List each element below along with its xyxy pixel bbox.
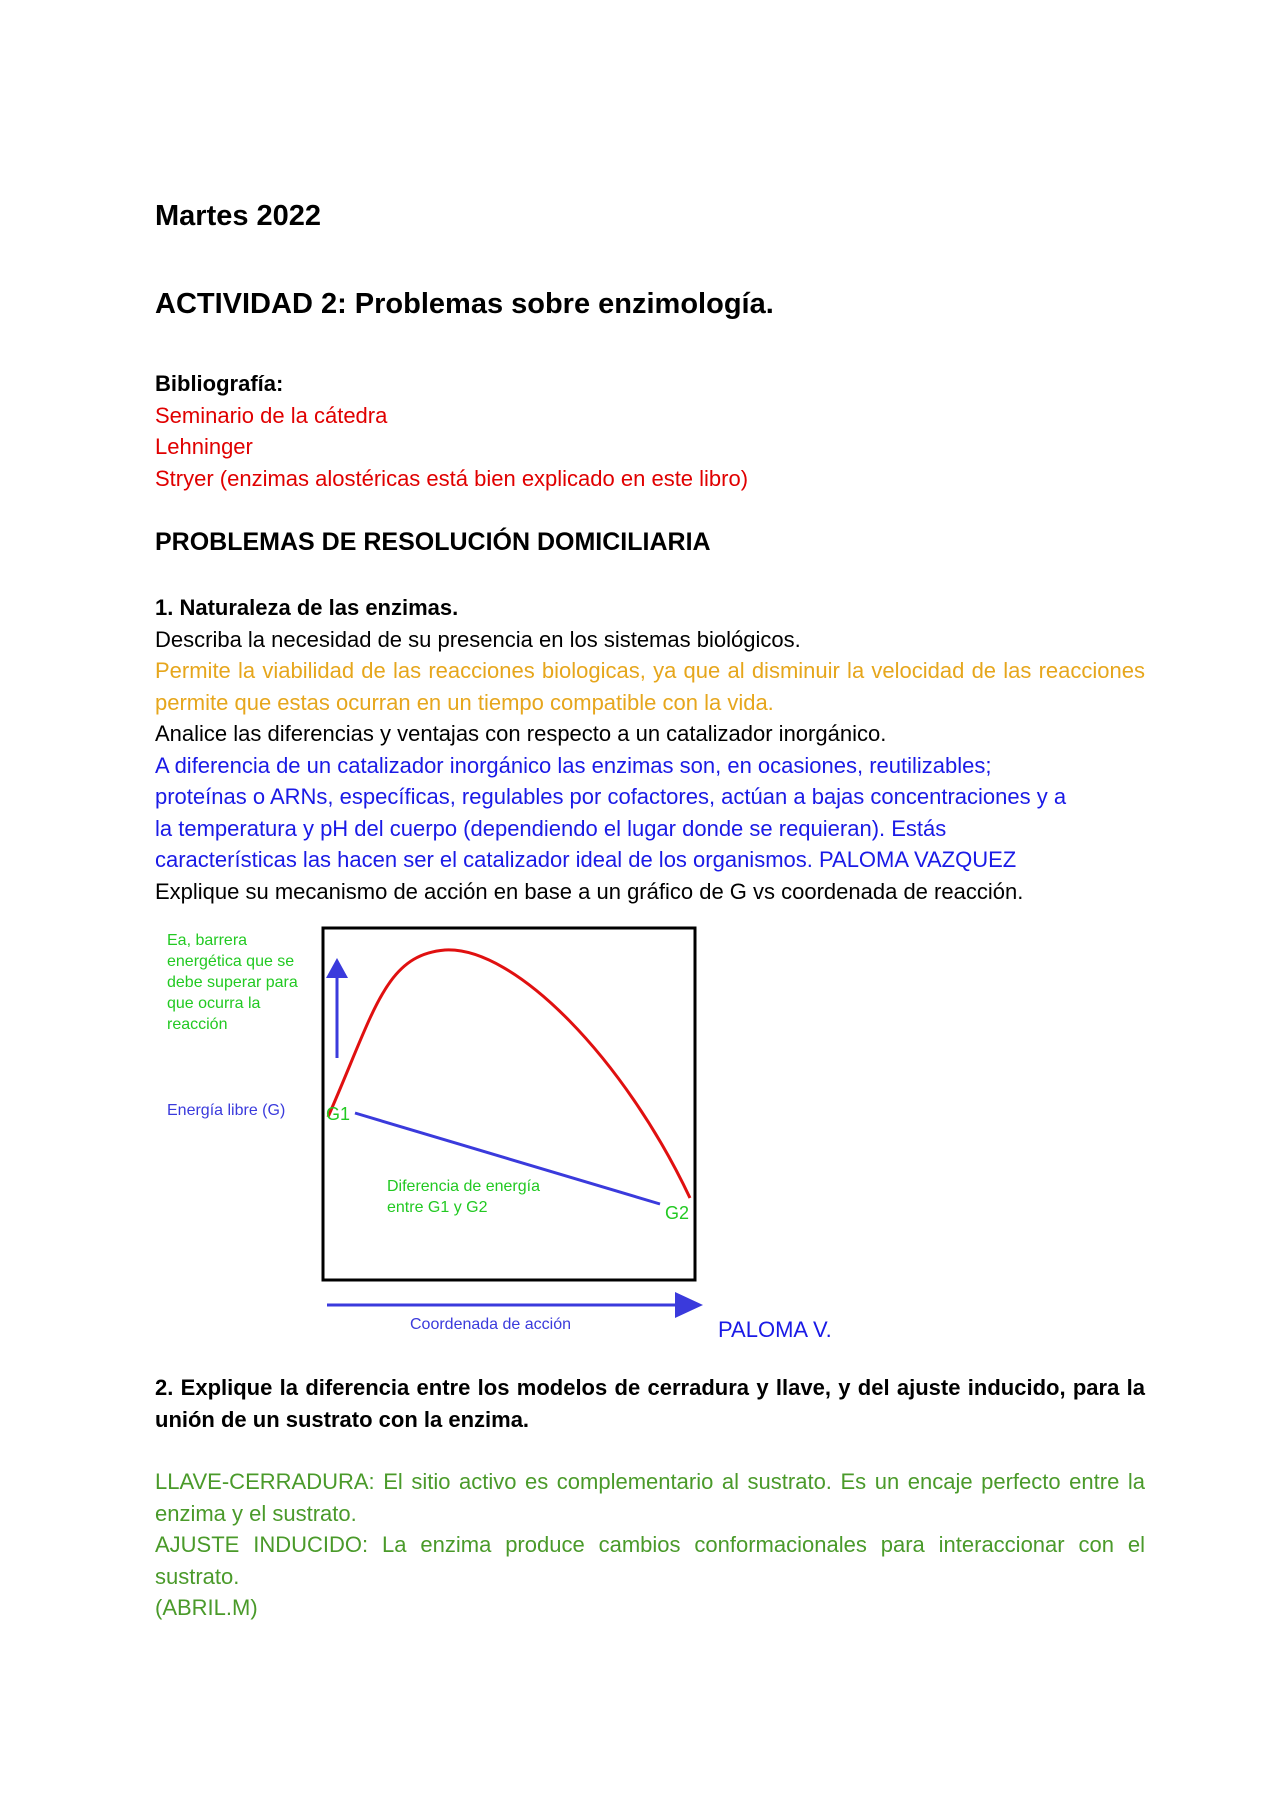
section-title: PROBLEMAS DE RESOLUCIÓN DOMICILIARIA (155, 528, 711, 556)
problem-1-title: 1. Naturaleza de las enzimas. (155, 595, 459, 620)
question-text: Describa la necesidad de su presencia en los sistemas biológicos. (155, 626, 801, 652)
question-text: Analice las diferencias y ventajas con respecto a un catalizador inorgánico. (155, 721, 887, 746)
bibliography-item: Seminario de la cátedra (155, 402, 388, 428)
difference-label: Diferencia de energía entre G1 y G2 (387, 1178, 540, 1216)
answer-text: LLAVE-CERRADURA: El sitio activo es complementario al sustrato. Es un encaje perfecto entre la enzima y el sustrato. (155, 1469, 1145, 1526)
bibliography-item: Lehninger (155, 434, 253, 459)
g2-label: G2 (665, 1203, 690, 1223)
answer-line: proteínas o ARNs, específicas, regulables por cofactores, actúan a bajas concentraciones y a (155, 784, 1067, 809)
right-arrow-icon (675, 1292, 703, 1318)
answer-text: AJUSTE INDUCIDO: La enzima produce cambios conformacionales para interaccionar con el sustrato. (155, 1532, 1145, 1589)
figure-author: PALOMA V. (718, 1317, 832, 1342)
bibliography-label: Bibliografía: (155, 371, 284, 396)
axis-label: Coordenada de acción (410, 1316, 572, 1333)
bibliography (155, 368, 1145, 494)
answer-line: características las hacen ser el catalizador ideal de los organismos. PALOMA VAZQUEZ (155, 847, 1017, 872)
answer-author: (ABRIL.M) (155, 1595, 258, 1620)
energy-label: Energía libre (G) (167, 1102, 286, 1119)
ea-label: Ea, barrera energética que se debe superar para que ocurra la reacción (167, 932, 298, 1033)
activity-title: ACTIVIDAD 2: Problemas sobre enzimología. (155, 288, 774, 320)
answer-line: la temperatura y pH del cuerpo (dependiendo el lugar donde se requieran). Estás (155, 815, 947, 841)
answer-text: Permite la viabilidad de las reacciones biologicas, ya que al disminuir la velocidad de las reacciones permite que estas ocurran en un tiempo compatible con la vida. (155, 658, 1145, 715)
question-text: Explique su mecanismo de acción en base a un gráfico de G vs coordenada de reacción. (155, 878, 1024, 904)
bibliography-item: Stryer (enzimas alostéricas está bien explicado en este libro) (155, 465, 749, 491)
g1-label: G1 (326, 1104, 351, 1124)
up-arrow-icon (326, 958, 348, 978)
energy-diagram (155, 920, 895, 1350)
problem-2-title: 2. Explique la diferencia entre los modelos de cerradura y llave, y del ajuste inducido, para la unión de un sustrato con la enzima. (155, 1375, 1145, 1432)
answer-line: A diferencia de un catalizador inorgánico las enzimas son, en ocasiones, reutilizables; (155, 752, 992, 778)
activation-energy-curve (328, 950, 690, 1198)
problem-2 (155, 1372, 1145, 1624)
problem-1 (155, 592, 1145, 907)
date-heading: Martes 2022 (155, 200, 322, 232)
diagram-frame (323, 928, 695, 1280)
